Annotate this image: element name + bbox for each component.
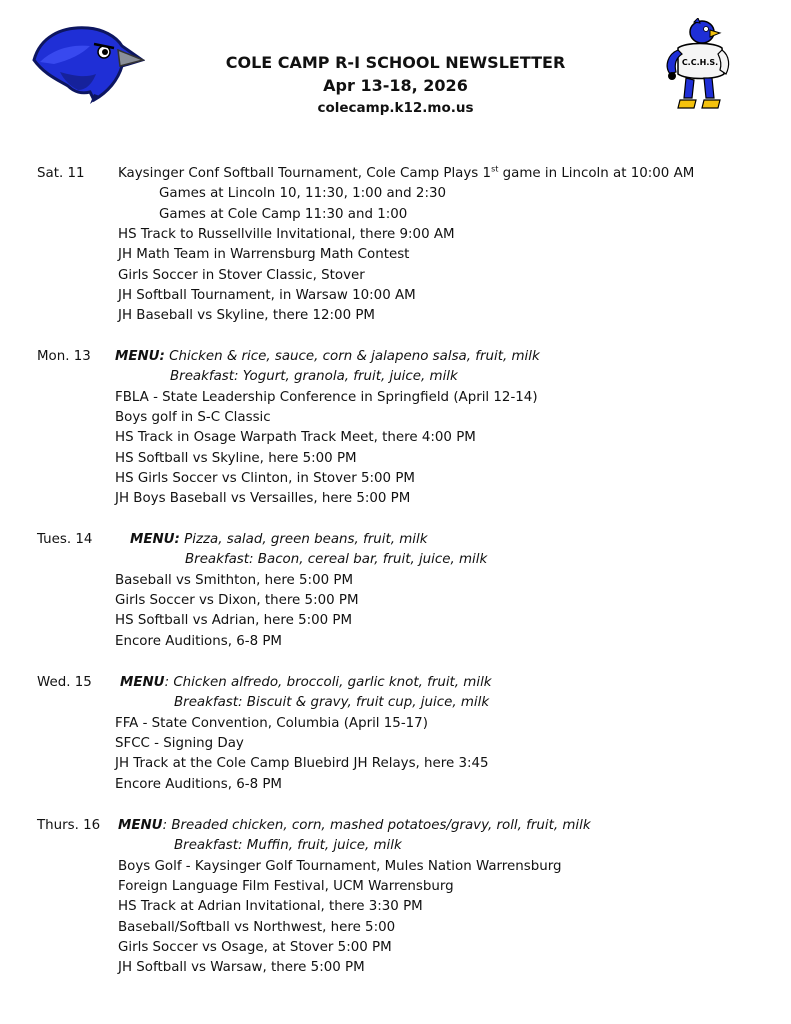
event-line: HS Track in Osage Warpath Track Meet, there 4:00 PM [115,430,476,446]
breakfast-menu: Breakfast: Bacon, cereal bar, fruit, juice, milk [185,552,488,568]
breakfast-menu: Breakfast: Yogurt, granola, fruit, juice, milk [170,369,458,385]
breakfast-menu: Breakfast: Biscuit & gravy, fruit cup, juice, milk [174,695,490,711]
event-line: JH Baseball vs Skyline, there 12:00 PM [118,308,375,324]
event-line: HS Softball vs Skyline, here 5:00 PM [115,450,357,466]
lunch-menu: : Breaded chicken, corn, mashed potatoes/gravy, roll, fruit, milk [162,818,591,833]
event-line: Boys Golf - Kaysinger Golf Tournament, Mules Nation Warrensburg [118,858,562,874]
menu-label: MENU [118,818,163,833]
event-line: Girls Soccer vs Dixon, there 5:00 PM [115,592,359,608]
event-line: HS Softball vs Adrian, here 5:00 PM [115,613,353,629]
lunch-menu: : Chicken alfredo, broccoli, garlic knot, fruit, milk [164,675,492,690]
event-line: Boys golf in S-C Classic [115,409,271,425]
day-label: Sat. 11 [37,166,85,181]
school-website: colecamp.k12.mo.us [317,100,474,116]
mascot-shirt-text: C.C.H.S. [681,58,719,67]
event-line: JH Math Team in Warrensburg Math Contest [118,247,410,263]
ordinal-suffix: st [491,164,499,174]
event-line: FBLA - State Leadership Conference in Springfield (April 12-14) [115,389,538,405]
menu-label: MENU: [115,349,165,364]
event-line: Foreign Language Film Festival, UCM Warrensburg [118,878,454,894]
event-line: JH Softball Tournament, in Warsaw 10:00 AM [118,287,416,303]
event-line: Encore Auditions, 6-8 PM [115,633,282,649]
newsletter-header [0,0,791,140]
lunch-menu: Pizza, salad, green beans, fruit, milk [179,532,428,547]
lunch-menu: Chicken & rice, sauce, corn & jalapeno salsa, fruit, milk [164,349,540,364]
lunch-menu-line [130,530,427,550]
lunch-menu-line [115,347,540,367]
event-text-continued: game in Lincoln at 10:00 AM [498,166,695,181]
event-text: Kaysinger Conf Softball Tournament, Cole Camp Plays 1 [118,166,492,181]
event-line: FFA - State Convention, Columbia (April 15-17) [115,715,428,731]
event-line: Encore Auditions, 6-8 PM [115,776,282,792]
breakfast-menu: Breakfast: Muffin, fruit, juice, milk [174,838,402,854]
event-line: HS Track to Russellville Invitational, there 9:00 AM [118,226,455,242]
event-subline: Games at Lincoln 10, 11:30, 1:00 and 2:30 [159,186,446,202]
event-subline: Games at Cole Camp 11:30 and 1:00 [159,206,408,222]
day-label: Wed. 15 [37,675,92,690]
event-line: Girls Soccer vs Osage, at Stover 5:00 PM [118,939,392,955]
event-line: JH Track at the Cole Camp Bluebird JH Relays, here 3:45 [115,756,489,772]
event-line: SFCC - Signing Day [115,735,244,751]
newsletter-title: COLE CAMP R-I SCHOOL NEWSLETTER [225,53,566,72]
event-line: HS Track at Adrian Invitational, there 3:30 PM [118,899,423,915]
event-line: JH Boys Baseball vs Versailles, here 5:00 PM [115,491,411,507]
event-line: Girls Soccer in Stover Classic, Stover [118,267,365,283]
event-line [118,164,694,184]
lunch-menu-line [118,816,591,836]
menu-label: MENU: [130,532,180,547]
event-line: Baseball vs Smithton, here 5:00 PM [115,572,353,588]
event-line: JH Softball vs Warsaw, there 5:00 PM [118,960,365,976]
day-label: Tues. 14 [37,532,93,547]
lunch-menu-line [120,673,492,693]
newsletter-dates: Apr 13-18, 2026 [323,76,468,95]
bluejay-mascot-logo [660,18,730,118]
event-line: HS Girls Soccer vs Clinton, in Stover 5:00 PM [115,470,415,486]
day-label: Mon. 13 [37,349,91,364]
day-label: Thurs. 16 [37,818,101,833]
event-line: Baseball/Softball vs Northwest, here 5:00 [118,919,396,935]
menu-label: MENU [120,675,165,690]
